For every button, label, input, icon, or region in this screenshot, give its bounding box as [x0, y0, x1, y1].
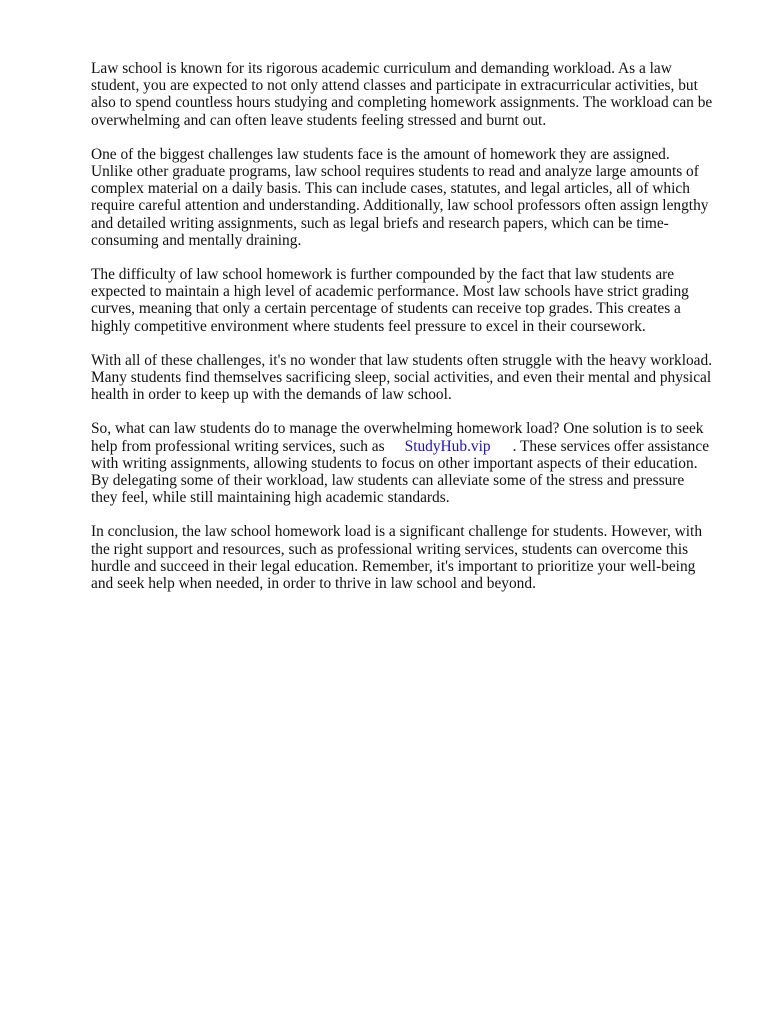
text-line: In conclusion, the law school homework load is a significant challenge for students. However, with [91, 523, 703, 541]
text-line: and detailed writing assignments, such as legal briefs and research papers, which can be time- [91, 214, 669, 232]
text-line: One of the biggest challenges law students face is the amount of homework they are assigned. [91, 145, 670, 163]
text-line: Unlike other graduate programs, law school requires students to read and analyze large amounts of [91, 163, 699, 181]
text-line: highly competitive environment where students feel pressure to excel in their coursework. [91, 317, 646, 335]
text-line: consuming and mentally draining. [91, 231, 302, 249]
text-line-with-link [91, 438, 731, 455]
text-line: and seek help when needed, in order to thrive in law school and beyond. [91, 575, 536, 593]
text-segment: . These services offer assistance [512, 437, 710, 455]
article-body [91, 60, 731, 609]
text-line: also to spend countless hours studying and completing homework assignments. The workload can be [91, 94, 713, 112]
paragraph-challenges [91, 146, 731, 249]
paragraph-intro [91, 60, 731, 129]
text-line: they feel, while still maintaining high academic standards. [91, 489, 450, 507]
text-line: Law school is known for its rigorous academic curriculum and demanding workload. As a law [91, 60, 672, 77]
text-line: overwhelming and can often leave students feeling stressed and burnt out. [91, 111, 547, 129]
text-line: By delegating some of their workload, law students can alleviate some of the stress and pressure [91, 472, 685, 490]
text-line: complex material on a daily basis. This can include cases, statutes, and legal articles, all of which [91, 180, 690, 198]
text-line: The difficulty of law school homework is further compounded by the fact that law students are [91, 266, 675, 284]
paragraph-conclusion [91, 523, 731, 592]
text-line: health in order to keep up with the demands of law school. [91, 386, 452, 404]
text-line: student, you are expected to not only attend classes and participate in extracurricular activities, but [91, 77, 698, 95]
text-line: with writing assignments, allowing students to focus on other important aspects of their education. [91, 454, 698, 472]
paragraph-difficulty [91, 266, 731, 335]
text-segment: help from professional writing services, such as [91, 437, 385, 455]
paragraph-solution [91, 420, 731, 506]
studyhub-link[interactable]: StudyHub.vip [404, 437, 491, 455]
text-line: hurdle and succeed in their legal education. Remember, it's important to prioritize your well-being [91, 557, 696, 575]
text-line: require careful attention and understanding. Additionally, law school professors often assign lengthy [91, 197, 709, 215]
text-line: expected to maintain a high level of academic performance. Most law schools have strict grading [91, 283, 689, 301]
text-line: curves, meaning that only a certain percentage of students can receive top grades. This creates a [91, 300, 681, 318]
text-line: So, what can law students do to manage the overwhelming homework load? One solution is to seek [91, 420, 704, 438]
text-line: With all of these challenges, it's no wonder that law students often struggle with the heavy workload. [91, 351, 713, 369]
text-line: the right support and resources, such as professional writing services, students can overcome this [91, 540, 689, 558]
paragraph-struggle [91, 352, 731, 404]
text-line: Many students find themselves sacrificing sleep, social activities, and even their mental and physical [91, 369, 712, 387]
